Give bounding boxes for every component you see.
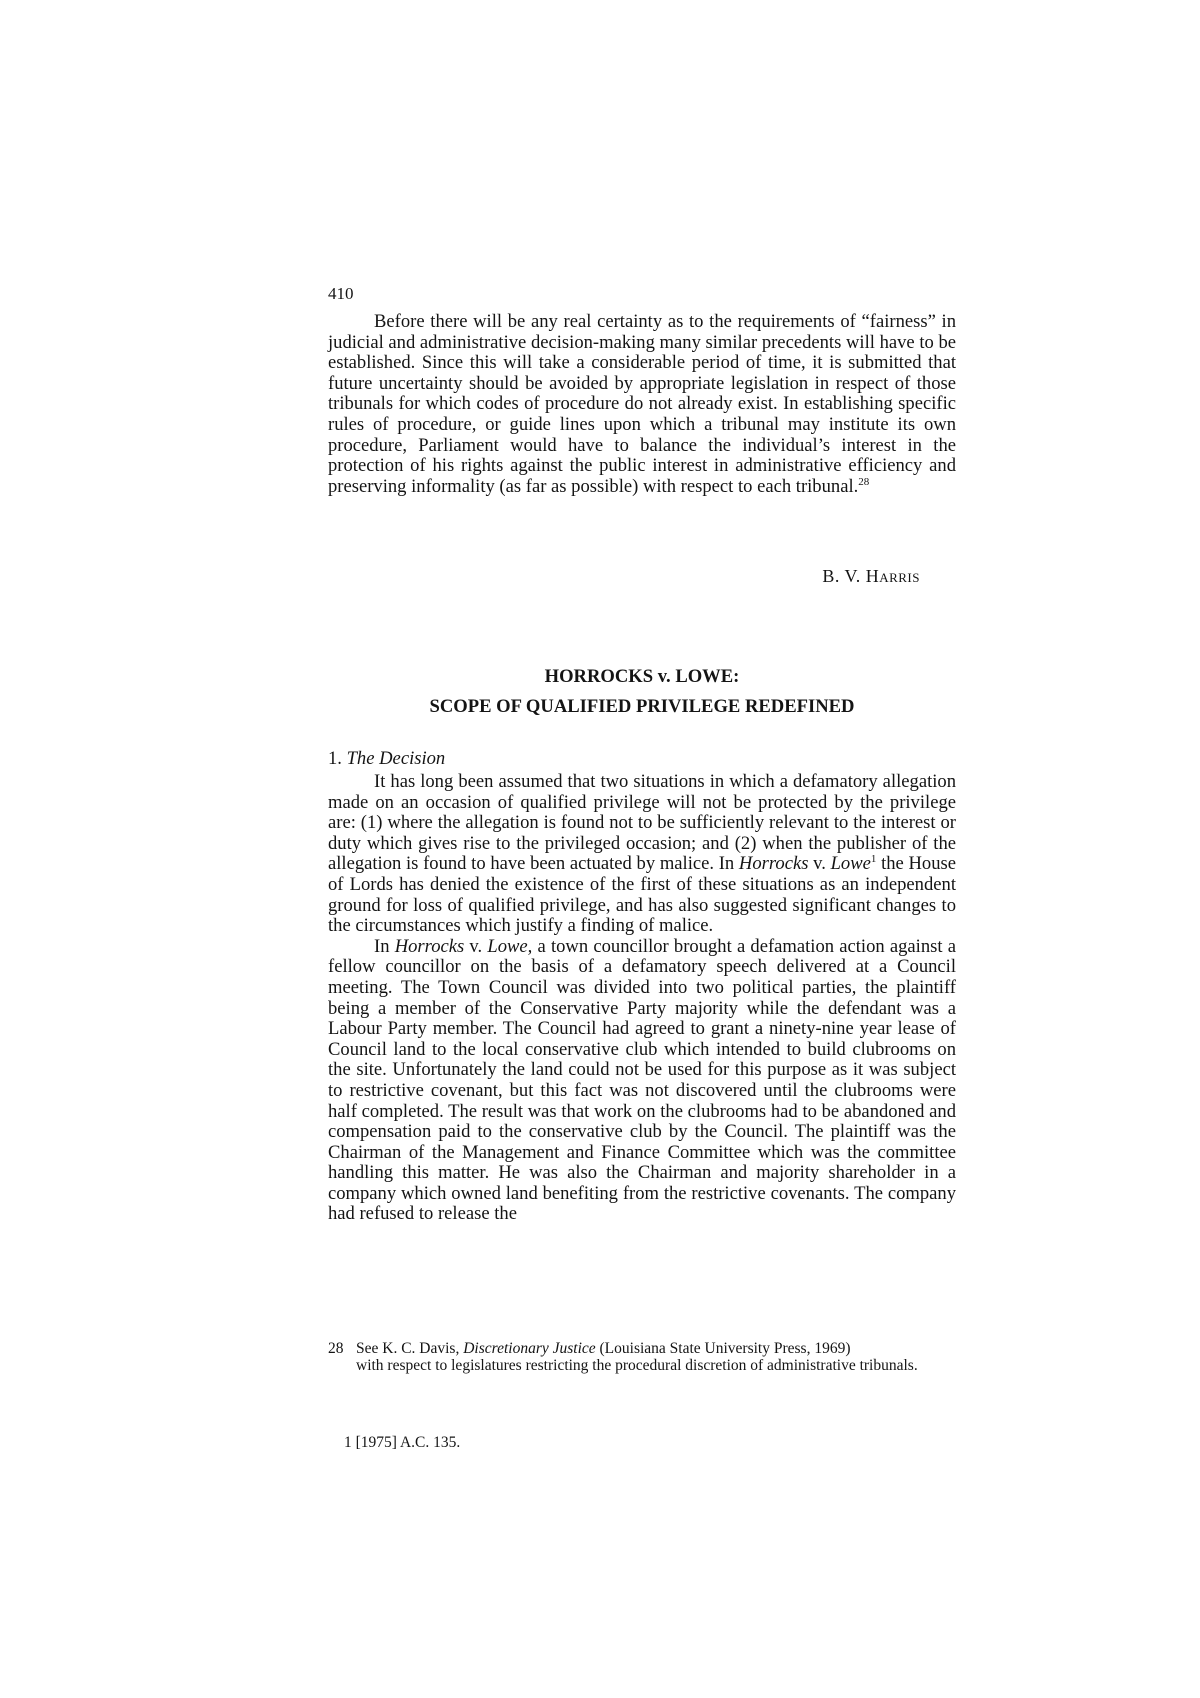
section-title: The Decision [346, 748, 446, 769]
section-number: 1. [328, 748, 347, 769]
book-title: Discretionary Justice [463, 1340, 596, 1357]
footnote-28: 28 See K. C. Davis, Discretionary Justice (Louisiana State University Press, 1969) with respect to legislatures restricting the procedural discretion of administrative tribunals. [328, 1340, 918, 1374]
section-heading [328, 748, 445, 770]
author-signature [328, 566, 920, 587]
body-text [328, 772, 956, 1225]
author-initials: B. V. [822, 566, 866, 586]
author-surname: Harris [865, 566, 920, 586]
footnote-ref-1: 1 [870, 853, 877, 866]
article-title-line2: SCOPE OF QUALIFIED PRIVILEGE REDEFINED [429, 696, 855, 717]
case-name: Lowe, [487, 935, 533, 957]
article-title-line1: HORROCKS v. LOWE: [544, 666, 740, 687]
paragraph-1: It has long been assumed that two situations in which a defamatory allegation made on an occasion of qualified privilege will not be protected by the privilege are: (1) where the allegation is found not to be sufficiently relevant to the interest or duty which gives rise to the privileged occasion; and (2) when the publisher of the allegation is found to have been actuated by malice. In Horrocks v. Lowe$^1$ the House of Lords has denied the existence of the first of these situations as an independent ground for loss of qualified privilege, and has also suggested significant changes to the circumstances which justify a finding of malice. [328, 771, 956, 937]
case-name: Horrocks [394, 935, 465, 957]
footnote-number: 1 [344, 1434, 352, 1451]
intro-paragraph [328, 312, 956, 497]
footnote-1: 1 [1975] A.C. 135. [344, 1434, 461, 1451]
intro-text: Before there will be any real certainty as to the requirements of “fairness” in judicial and administrative decision-making many similar precedents will have to be established. Since this will take a considerable period of time, it is submitted that future uncertainty should be avoided by appropriate legislation in respect of those tribunals for which codes of procedure do not already exist. In establishing specific rules of procedure, or guide lines upon which a tribunal may institute its own procedure, Parliament would have to balance the individual’s interest in the protection of his rights against the public interest in administrative efficiency and preserving informality (as far as possible) with respect to each tribunal. [328, 311, 956, 497]
case-name: Lowe [830, 853, 871, 875]
case-name: Horrocks [738, 853, 809, 875]
footnote-ref-28: 28 [858, 475, 870, 488]
paragraph-2: In Horrocks v. Lowe, a town councillor brought a defamation action against a fellow councillor on the basis of a defamatory speech delivered at a Council meeting. The Town Council was divided into two political parties, the plaintiff being a member of the Conservative Party majority while the defendant was a Labour Party member. The Council had agreed to grant a ninety-nine year lease of Council land to the local conservative club which intended to build clubrooms on the site. Unfortunately the land could not be used for this purpose as it was subject to restrictive covenant, but this fact was not discovered until the clubrooms were half completed. The result was that work on the clubrooms had to be abandoned and compensation paid to the conservative club by the Council. The plaintiff was the Chairman of the Management and Finance Committee which was the committee handling this matter. He was also the Chairman and majority shareholder in a company which owned land benefiting from the restrictive covenants. The company had refused to release the [328, 935, 956, 1225]
page-number: 410 [328, 284, 354, 303]
footnote-number: 28 [328, 1340, 344, 1357]
